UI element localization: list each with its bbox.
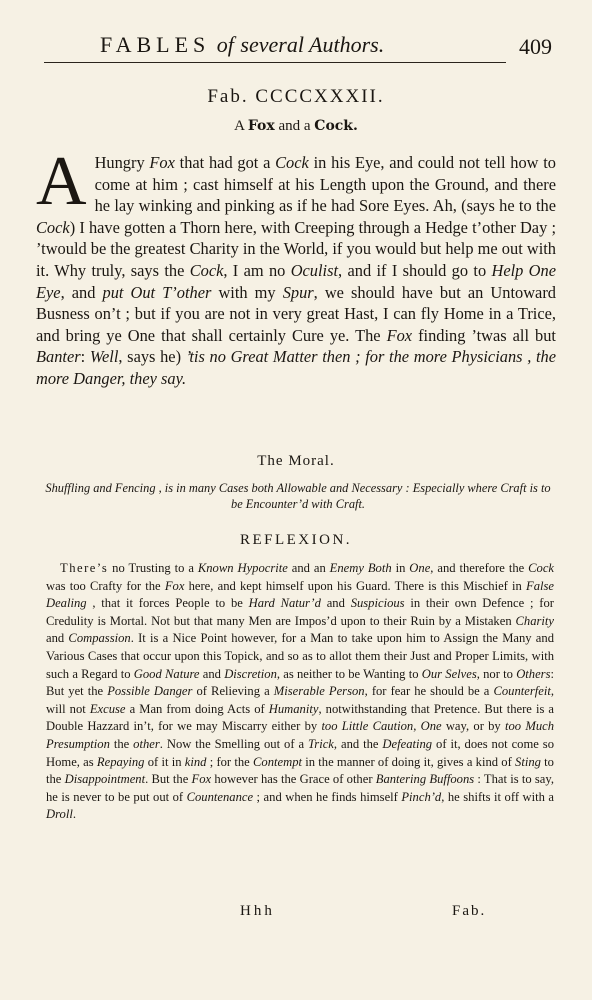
fable-run: , I am no: [223, 260, 291, 280]
fable-run: Well: [89, 347, 119, 367]
reflexion-run: Countenance: [186, 789, 254, 804]
fable-number: Fab. CCCCXXXII.: [207, 86, 385, 107]
reflexion-run: Defeating: [382, 736, 433, 751]
reflexion-run: , he shifts it off with a: [441, 789, 554, 804]
fable-run: put Out T’other: [102, 282, 212, 302]
running-title-of: of: [216, 32, 234, 57]
header-rule: [44, 62, 506, 63]
reflexion-run: Counterfeit: [493, 684, 551, 699]
reflexion-run: .: [72, 807, 76, 822]
reflexion-run: however has the Grace of other: [211, 772, 376, 787]
reflexion-run: Fox: [191, 772, 212, 787]
reflexion-run: here, and kept himself upon his Guard. There is this Mischief in: [184, 578, 527, 593]
fable-run: Spur: [282, 282, 314, 302]
reflexion-run: in their own Defence ; for Credulity is Mortal. Not but that many Men are Impos’d upon to their Ruin by a Mistaken: [46, 596, 554, 628]
reflexion-run: . It is a Nice Point however, for a Man to take upon him to Assign the Many and Various Cases that occur upon this Topick, and so as to allot them their Just and Proper Limits, with such a Regard to: [46, 631, 554, 681]
signature-mark: Hhh: [240, 903, 275, 919]
fable-title: [0, 118, 592, 135]
reflexion-run: , and the: [333, 736, 383, 751]
fable-text: [36, 143, 557, 390]
reflexion-run: to the: [46, 754, 554, 787]
reflexion-run: Hard Natur’d: [248, 596, 321, 611]
reflexion-run: ,: [413, 719, 421, 734]
reflexion-run: Charity: [515, 613, 554, 628]
reflexion-run: Suspicious: [350, 596, 405, 611]
reflexion-run: Trick: [308, 736, 334, 751]
reflexion-run: of it, does not come so Home, as: [46, 736, 554, 769]
reflexion-run: other: [133, 736, 160, 751]
reflexion-run: Cock: [528, 561, 555, 575]
fable-run: Help One Eye: [36, 260, 556, 302]
reflexion-run: ; and when he finds himself: [253, 789, 402, 804]
reflexion-run: . But the: [145, 772, 192, 787]
fable-run: finding ’twas all but: [412, 325, 556, 345]
fable-run: Cock: [189, 260, 224, 280]
reflexion-run: of it in: [144, 754, 185, 769]
reflexion-run: Fox: [164, 578, 185, 593]
reflexion-run: and: [199, 666, 225, 681]
reflexion-run: One: [409, 561, 431, 575]
reflexion-run: Humanity: [268, 701, 319, 716]
reflexion-run: and: [46, 631, 69, 646]
reflexion-run: There’s: [60, 561, 109, 575]
reflexion-run: , for fear he should be a: [364, 684, 494, 699]
reflexion-run: Discretion: [224, 666, 277, 681]
reflexion-run: of Relieving a: [192, 684, 274, 699]
reflexion-run: in: [391, 561, 410, 575]
reflexion-run: and an: [287, 561, 330, 575]
reflexion-run: Repaying: [96, 754, 145, 769]
reflexion-run: a Man from doing Acts of: [125, 701, 269, 716]
reflexion-run: , and therefore the: [430, 561, 529, 575]
reflexion-text: [46, 560, 554, 824]
reflexion-run: Compassion: [68, 631, 131, 646]
fable-body-runs: [36, 143, 557, 388]
reflexion-run: way, or by: [441, 719, 505, 734]
reflexion-run: too Much Presumption: [46, 719, 554, 751]
reflexion-run: Contempt: [253, 754, 302, 769]
moral-heading: The Moral.: [257, 453, 335, 469]
reflexion-run: One: [420, 719, 442, 734]
fable-run: Cock: [36, 217, 70, 237]
reflexion-run: Enemy Both: [329, 561, 392, 575]
fable-title-a: A: [234, 118, 245, 134]
reflexion-run: : But yet the: [46, 666, 554, 699]
reflexion-run: Disappointment: [64, 772, 146, 787]
fable-run: , says he): [118, 347, 186, 367]
reflexion-run: Miserable Person: [273, 684, 365, 699]
reflexion-run: , as neither to be Wanting to: [276, 666, 422, 681]
fable-run: Banter: [36, 347, 81, 367]
fable-run: Fox: [149, 153, 175, 172]
fable-run: ’tis no Great Matter then ; for the more Physicians , the more Danger, they say.: [36, 347, 557, 388]
reflexion-run: , notwithstanding that Pretence. But there is a Double Hazzard in’t, for we may Miscarry either by: [46, 701, 555, 734]
reflexion-run: Pinch’d: [401, 789, 442, 804]
reflexion-run: too Little Caution: [321, 719, 414, 734]
fable-run: ) I have gotten a Thorn here, with Creeping through a Hedge t’other Day ; ’twould be the greatest Charity in the World, if you would but help me out with it. Why truly, says the: [36, 217, 556, 280]
reflexion-run: , nor to: [476, 666, 517, 681]
reflexion-run: Droll: [46, 807, 73, 822]
drop-cap: A: [36, 143, 87, 220]
reflexion-run: Sting: [515, 754, 541, 769]
fable-run: Oculist: [290, 260, 339, 280]
reflexion-run: no Trusting to a: [108, 561, 198, 575]
reflexion-run: Known Hypocrite: [197, 561, 288, 575]
reflexion-run: kind: [184, 754, 207, 769]
reflexion-run: Others: [516, 666, 551, 681]
fable-title-fox: Fox: [247, 118, 275, 134]
reflexion-run: the: [109, 736, 134, 751]
fable-run: in his Eye, and could not tell how to come at him ; cast himself at his Length upon the Ground, and there he lay winking and pinking as if he had Sore Eyes. Ah, (says he to the: [94, 153, 556, 216]
moral-text: Shuffling and Fencing , is in many Cases both Allowable and Necessary : Especially where Craft is to be Encounter’d with Craft.: [45, 481, 551, 511]
reflexion-heading: REFLEXION.: [239, 532, 353, 548]
fable-title-and: and a: [278, 118, 311, 134]
reflexion-run: ; for the: [206, 754, 254, 769]
reflexion-run: : That is to say, he is never to be put out of: [46, 772, 555, 804]
fable-run: Hungry: [94, 153, 150, 172]
reflexion-run: in the manner of doing it, gives a kind of: [302, 754, 516, 769]
running-head: [44, 30, 552, 60]
fable-run: :: [80, 347, 90, 367]
fable-run: Fox: [386, 325, 413, 345]
fable-run: , we should have but an Untoward Busness on’t ; but if you are not in very great Hast, I can fly Home in a Trice, and bring ye One that shall certainly Cure ye. The: [36, 282, 556, 345]
reflexion-run: Our Selves: [421, 666, 477, 681]
reflexion-run: Bantering Buffoons: [375, 772, 475, 787]
fable-run: with my: [211, 282, 283, 302]
reflexion-run: and: [320, 596, 351, 611]
fable-run: , and if I should go to: [338, 260, 492, 280]
fable-run: Cock: [275, 153, 309, 172]
running-title-rest: several Authors.: [240, 32, 385, 57]
fable-run: , and: [60, 282, 103, 302]
reflexion-run: Excuse: [89, 701, 126, 716]
reflexion-run: , that it forces People to be: [86, 596, 249, 611]
reflexion-run: Good Nature: [133, 666, 200, 681]
fable-title-cock: Cock.: [314, 118, 358, 134]
fable-run: that had got a: [174, 153, 276, 172]
catchword: Fab.: [452, 903, 487, 919]
reflexion-run: , will not: [46, 684, 554, 716]
running-title: [100, 32, 384, 58]
page-number: 409: [519, 34, 552, 59]
reflexion-run: . Now the Smelling out of a: [159, 736, 308, 751]
reflexion-run: Possible Danger: [107, 684, 193, 699]
reflexion-run: False Dealing: [46, 578, 554, 611]
running-title-caps: FABLES: [100, 32, 211, 57]
reflexion-run: was too Crafty for the: [46, 578, 165, 593]
